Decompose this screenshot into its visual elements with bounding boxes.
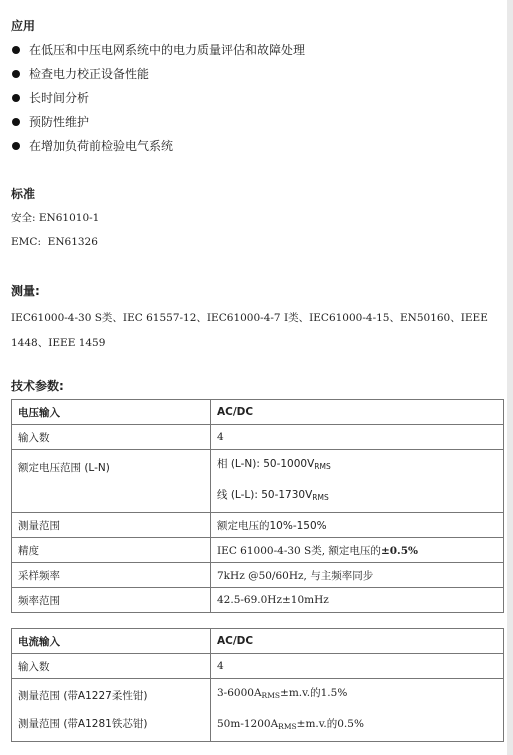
list-item: 检查电力校正设备性能: [11, 66, 305, 90]
bullet-icon: [12, 46, 20, 54]
measurement-heading: 测量:: [11, 284, 40, 298]
cell-label: 额定电压范围 (L-N): [12, 450, 211, 513]
list-item: 在低压和中压电网系统中的电力质量评估和故障处理: [11, 42, 305, 66]
applications-heading: 应用: [11, 19, 36, 33]
cell-value: 7kHz @50/60Hz, 与主频率同步: [211, 563, 504, 588]
cell-value: [211, 450, 504, 513]
rated-ln-value: 相 (L-N): $50-1000V_{RMS}$: [217, 458, 331, 471]
cell-value: [211, 679, 504, 742]
safety-standard: 安全: EN61010-1: [11, 212, 100, 224]
table-row: [12, 538, 504, 563]
voltage-type-header: AC/DC: [211, 400, 504, 425]
table-row: [12, 450, 504, 513]
list-item: 在增加负荷前检验电气系统: [11, 138, 305, 162]
table-row: [12, 513, 504, 538]
table-header-row: [12, 400, 504, 425]
bullet-icon: [12, 70, 20, 78]
applications-list: [11, 42, 305, 162]
current-type-header: AC/DC: [211, 629, 504, 654]
range2-value: $50m-1200A_{RMS}\pm m.v$.的0.5%: [217, 718, 364, 731]
bullet-icon: [12, 142, 20, 150]
scrollbar-track: [507, 0, 513, 755]
table-row: [12, 425, 504, 450]
cell-value: 42.5-69.0Hz±10mHz: [211, 588, 504, 613]
cell-label: 精度: [12, 538, 211, 563]
list-item: 长时间分析: [11, 90, 305, 114]
cell-label: 输入数: [12, 425, 211, 450]
cell-value: IEC 61000-4-30 S类, 额定电压的±0.5%: [211, 538, 504, 563]
bullet-icon: [12, 94, 20, 102]
range1-value: $3-6000A_{RMS}\pm m.v$.的1.5%: [217, 687, 348, 700]
current-input-header: 电流输入: [12, 629, 211, 654]
table-row: [12, 563, 504, 588]
cell-label: 频率范围: [12, 588, 211, 613]
emc-standard: EMC: EN61326: [11, 236, 98, 248]
measurement-standards: IEC61000-4-30 S类、IEC 61557-12、IEC61000-4-7 I类、IEC61000-4-15、EN50160、IEEE 1448、IEEE 1459: [11, 312, 488, 349]
cell-label: 输入数: [12, 654, 211, 679]
bullet-icon: [12, 118, 20, 126]
cell-label: 测量范围 (带A1227柔性钳) 测量范围 (带A1281铁芯钳): [12, 679, 211, 742]
table-header-row: [12, 629, 504, 654]
rated-ll-value: 线 (L-L): $50-1730V_{RMS}$: [217, 489, 329, 502]
cell-label: 采样频率: [12, 563, 211, 588]
table-row: [12, 588, 504, 613]
cell-value: 4: [211, 654, 504, 679]
list-item: 预防性维护: [11, 114, 305, 138]
standards-heading: 标准: [11, 187, 36, 201]
voltage-input-header: 电压输入: [12, 400, 211, 425]
current-input-table: [11, 628, 504, 742]
tech-params-heading: 技术参数:: [11, 379, 64, 393]
table-row: [12, 654, 504, 679]
cell-value: 4: [211, 425, 504, 450]
cell-label: 测量范围: [12, 513, 211, 538]
table-row: [12, 679, 504, 742]
cell-value: 额定电压的10%-150%: [211, 513, 504, 538]
voltage-input-table: [11, 399, 504, 613]
